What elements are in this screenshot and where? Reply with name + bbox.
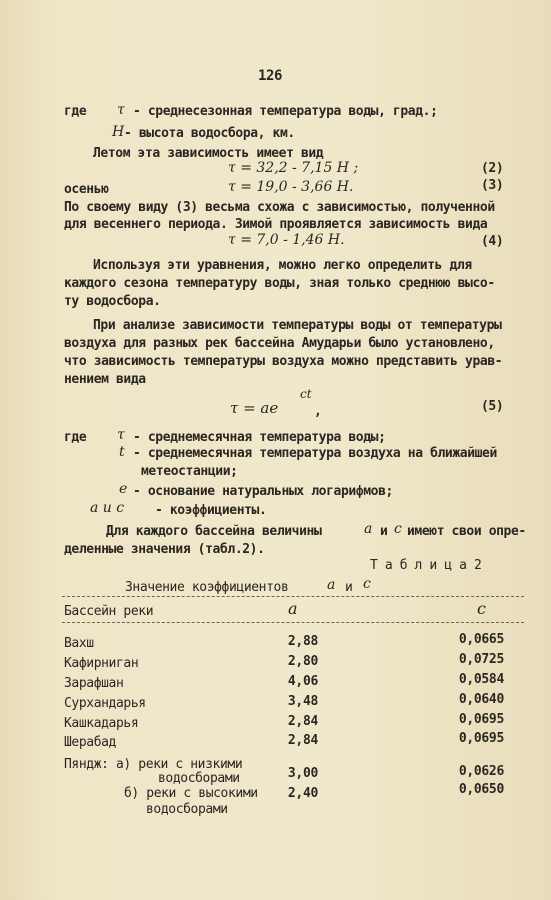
text-line: Для каждого бассейна величины — [106, 524, 322, 539]
text-line-summer: Летом эта зависимость имеет вид — [93, 146, 324, 161]
table-caption-c: c — [363, 576, 371, 592]
equation-3-number: (3) — [481, 178, 504, 193]
equation-5-number: (5) — [481, 399, 504, 414]
text-line: Используя эти уравнения, можно легко определить для — [93, 258, 472, 273]
table-header-basin: Бассейн реки — [64, 604, 154, 619]
h-symbol: H — [112, 124, 125, 140]
equation-4-number: (4) — [481, 234, 504, 249]
text-autumn: осенью — [64, 182, 109, 197]
table-row-pyanj-high-label: б) реки с высокими — [124, 786, 258, 801]
table-cell-c: 0,0665 — [458, 632, 504, 647]
table-cell-basin: Вахш — [64, 636, 94, 651]
table-cell-basin: Шерабад — [64, 735, 116, 750]
tau-symbol: τ — [117, 427, 125, 443]
text-line-tail: имеют свои опре- — [407, 524, 526, 539]
table-cell-basin: Зарафшан — [64, 676, 124, 691]
text-line: нением вида — [64, 372, 146, 387]
equation-5-exponent: ct — [300, 387, 312, 401]
tau-symbol: τ — [117, 102, 125, 118]
text-line: воздуха для разных рек бассейна Амударьи было установлено, — [64, 336, 495, 351]
text-line: ту водосбора. — [64, 294, 161, 309]
where-word: где — [64, 430, 87, 445]
text-line: каждого сезона температуру воды, зная только среднюю высо- — [64, 276, 495, 291]
definition-t: - среднемесячная температура воздуха на ближайшей — [133, 446, 497, 461]
table-header-rule — [62, 622, 524, 623]
text-line: По своему виду (3) весьма схожа с зависимостью, полученной — [64, 200, 495, 215]
where-word: где — [64, 104, 87, 119]
table-label: Т а б л и ц а 2 — [370, 558, 482, 573]
equation-5-comma: , — [314, 404, 322, 419]
table-row-pyanj-label-cont: водосборами — [158, 771, 240, 786]
text-line: что зависимость температуры воздуха можно представить урав- — [64, 354, 503, 369]
table-cell-a: 2,84 — [287, 714, 318, 729]
table-cell-c: 0,0695 — [458, 731, 504, 746]
table-cell-a: 2,88 — [287, 634, 318, 649]
c-symbol: c — [394, 521, 402, 537]
equation-5: τ = ae — [230, 399, 279, 417]
equation-4: τ = 7,0 - 1,46 H. — [228, 232, 345, 248]
table-cell-c: 0,0650 — [458, 782, 504, 797]
table-cell-c: 0,0584 — [458, 672, 504, 687]
table-caption: Значение коэффициентов — [125, 580, 289, 595]
t-symbol: t — [119, 444, 125, 460]
equation-3: τ = 19,0 - 3,66 H. — [228, 179, 354, 195]
table-cell-a: 3,00 — [287, 766, 318, 781]
definition-tau: - среднесезонная температура воды, град.; — [133, 104, 438, 119]
table-cell-c: 0,0626 — [458, 764, 504, 779]
table-cell-a: 2,84 — [287, 733, 318, 748]
table-header-c: c — [477, 599, 486, 618]
equation-2: τ = 32,2 - 7,15 H ; — [228, 160, 359, 176]
table-caption-and: и — [345, 580, 353, 595]
definition-e: - основание натуральных логарифмов; — [133, 484, 393, 499]
page-number: 126 — [258, 68, 283, 84]
text-line: деленные значения (табл.2). — [64, 542, 265, 557]
a-symbol: a — [364, 521, 373, 537]
table-cell-c: 0,0725 — [458, 652, 504, 667]
table-header-a: a — [288, 599, 298, 618]
table-cell-a: 4,06 — [287, 674, 318, 689]
definition-tau-monthly: - среднемесячная температура воды; — [133, 430, 386, 445]
and-word: и — [380, 524, 388, 539]
table-cell-basin: Кафирниган — [64, 656, 139, 671]
a-c-symbols: a и c — [90, 500, 125, 516]
definition-coefficients: - коэффициенты. — [155, 503, 267, 518]
table-cell-c: 0,0695 — [458, 712, 504, 727]
table-top-rule — [62, 596, 524, 597]
e-symbol: e — [119, 481, 128, 497]
definition-h: - высота водосбора, км. — [124, 126, 295, 141]
table-cell-a: 2,80 — [287, 654, 318, 669]
table-caption-a: a — [327, 577, 336, 593]
table-cell-basin: Кашкадарья — [64, 716, 139, 731]
table-cell-c: 0,0640 — [458, 692, 504, 707]
table-cell-a: 2,40 — [287, 786, 318, 801]
table-cell-a: 3,48 — [287, 694, 318, 709]
table-row-pyanj-high-label-cont: водосборами — [146, 802, 228, 817]
table-row-pyanj-label: Пяндж: а) реки с низкими — [64, 757, 243, 772]
equation-2-number: (2) — [481, 161, 504, 176]
definition-t-cont: метеостанции; — [141, 464, 238, 479]
table-cell-basin: Сурхандарья — [64, 696, 146, 711]
text-line: При анализе зависимости температуры воды от температуры — [93, 318, 502, 333]
text-line: для весеннего периода. Зимой проявляется зависимость вида — [64, 217, 488, 232]
